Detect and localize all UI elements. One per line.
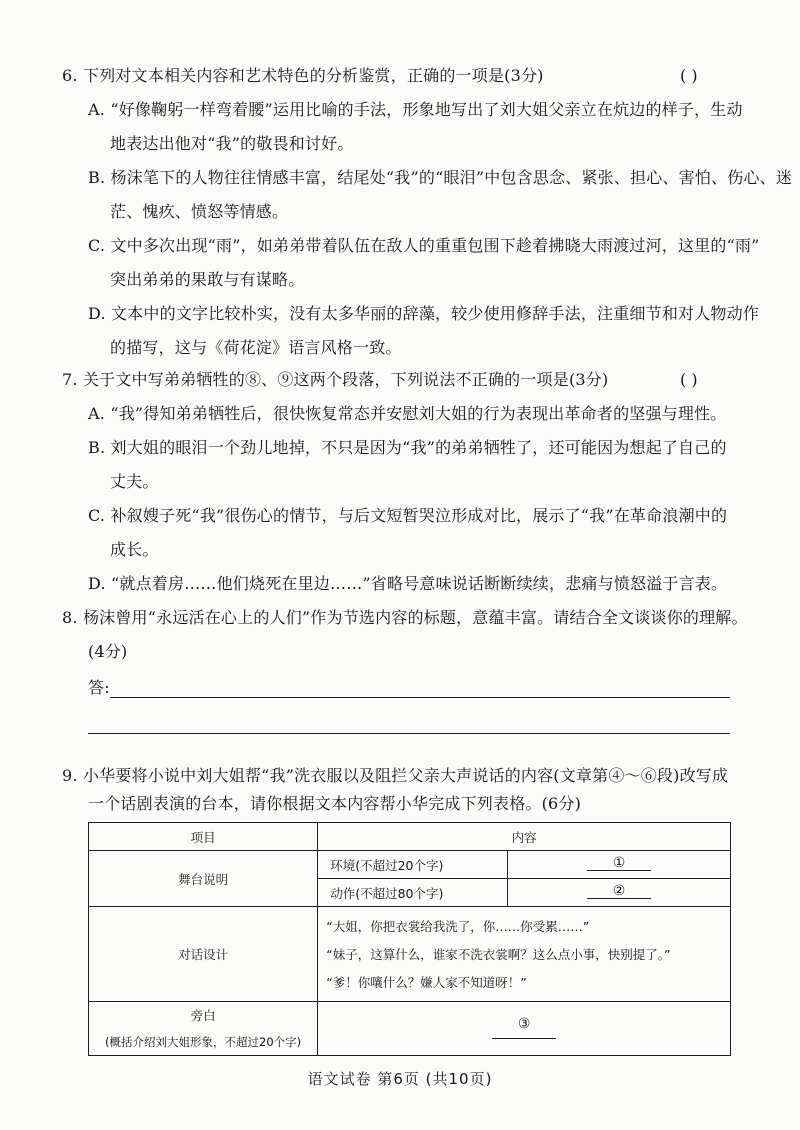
page-footer: 语文试卷 第6页 (共10页) bbox=[307, 1070, 493, 1088]
blank-2[interactable] bbox=[508, 879, 731, 907]
blank-3-number: ③ bbox=[517, 1016, 531, 1032]
narration-label-cell bbox=[89, 1002, 318, 1056]
q7-option-c: C. 补叙嫂子死“我”很伤心的情节，与后文短暂哭泣形成对比，展示了“我”在革命浪潮中的 bbox=[88, 506, 728, 525]
q6-answer-paren[interactable]: ( ) bbox=[680, 66, 698, 85]
q6-option-b: B. 杨沫笔下的人物往往情感丰富，结尾处“我”的“眼泪”中包含思念、紧张、担心、害怕、伤心、迷 bbox=[88, 168, 793, 187]
blank-3[interactable] bbox=[318, 1002, 731, 1056]
q8-answer-label: 答: bbox=[88, 678, 110, 697]
q6-option-b-cont: 茫、愧疚、愤怒等情感。 bbox=[110, 202, 289, 221]
table-header-content: 内容 bbox=[318, 823, 731, 851]
blank-2-number: ② bbox=[612, 883, 626, 899]
q8-answer-line-2[interactable] bbox=[88, 733, 730, 734]
q9-stem: 9. 小华要将小说中刘大姐帮“我”洗衣服以及阻拦父亲大声说话的内容(文章第④～⑥段)改写成 bbox=[62, 766, 729, 785]
q6-option-c: C. 文中多次出现“雨”，如弟弟带着队伍在敌人的重重包围下趁着拂晓大雨渡过河，这里的“雨” bbox=[88, 236, 760, 255]
narration-note: (概括介绍刘大姐形象，不超过20个字) bbox=[105, 1034, 302, 1049]
q6-option-d-cont: 的描写，这与《荷花淀》语言风格一致。 bbox=[110, 338, 402, 357]
q7-stem: 7. 关于文中写弟弟牺牲的⑧、⑨这两个段落，下列说法不正确的一项是(3分) bbox=[62, 370, 609, 389]
q6-stem: 6. 下列对文本相关内容和艺术特色的分析鉴赏，正确的一项是(3分) bbox=[62, 66, 544, 85]
q8-answer-line-1[interactable] bbox=[110, 697, 730, 698]
blank-1-number: ① bbox=[612, 855, 626, 871]
q8-stem: 8. 杨沫曾用“永远活在心上的人们”作为节选内容的标题，意蕴丰富。请结合全文谈谈你的理解。 bbox=[62, 608, 748, 627]
table-header-item: 项目 bbox=[89, 823, 318, 851]
q7-option-b-cont: 丈夫。 bbox=[110, 472, 159, 491]
dialogue-content bbox=[318, 907, 731, 1002]
stage-direction-label: 舞台说明 bbox=[89, 851, 318, 907]
blank-1[interactable] bbox=[508, 851, 731, 879]
q6-option-c-cont: 突出弟弟的果敢与有谋略。 bbox=[110, 270, 305, 289]
dialogue-line-2: “妹子，这算什么，谁家不洗衣裳啊？这么点小事，快别提了。” bbox=[326, 947, 671, 962]
q9-table bbox=[88, 822, 731, 1056]
q6-option-a: A. “好像鞠躬一样弯着腰”运用比喻的手法，形象地写出了刘大姐父亲立在炕边的样子，生动 bbox=[88, 100, 743, 119]
q8-score: (4分) bbox=[88, 642, 128, 661]
action-label: 动作(不超过80个字) bbox=[318, 879, 508, 907]
environment-label: 环境(不超过20个字) bbox=[318, 851, 508, 879]
q7-option-c-cont: 成长。 bbox=[110, 540, 159, 559]
q7-answer-paren[interactable]: ( ) bbox=[680, 370, 698, 389]
q6-option-d: D. 文本中的文字比较朴实，没有太多华丽的辞藻，较少使用修辞手法，注重细节和对人物动作 bbox=[88, 304, 760, 323]
q9-stem-cont: 一个话剧表演的台本，请你根据文本内容帮小华完成下列表格。(6分) bbox=[88, 794, 582, 813]
dialogue-line-3: “爹！你嚷什么？嫌人家不知道呀！” bbox=[326, 975, 527, 990]
narration-label: 旁白 bbox=[190, 1007, 216, 1023]
q7-option-d: D. “就点着房……他们烧死在里边……”省略号意味说话断断续续，悲痛与愤怒溢于言表。 bbox=[88, 574, 728, 593]
q6-option-a-cont: 地表达出他对“我”的敬畏和讨好。 bbox=[110, 134, 354, 153]
q7-option-a: A. “我”得知弟弟牺牲后，很快恢复常态并安慰刘大姐的行为表现出革命者的坚强与理性。 bbox=[88, 404, 727, 423]
q7-option-b: B. 刘大姐的眼泪一个劲儿地掉，不只是因为“我”的弟弟牺牲了，还可能因为想起了自己的 bbox=[88, 438, 727, 457]
dialogue-label: 对话设计 bbox=[89, 907, 318, 1002]
dialogue-line-1: “大姐，你把衣裳给我洗了，你……你受累……” bbox=[326, 919, 590, 934]
